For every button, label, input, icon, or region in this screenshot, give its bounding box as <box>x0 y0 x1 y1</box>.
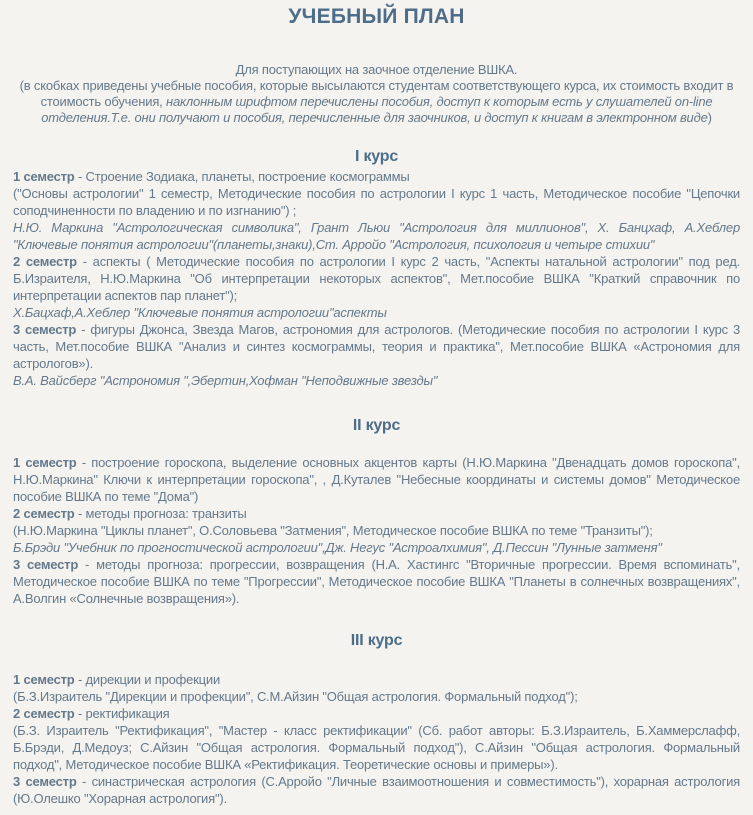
topic-text: - методы прогноза: прогрессии, возвращения (Н.А. Хастингс "Вторичные прогрессии. Время вспоминать", Методическое пособие ВШКА по теме "Прогрессии", Методическое пособие ВШКА "Планеты в солнечных возвращениях", А.Волгин «Солнечные возвращения»). <box>13 557 740 606</box>
course-1-semester-1-online-books: Н.Ю. Маркина "Астрологическая символика", Грант Льюи "Астрология для миллионов", Х. Банцхаф, А.Хеблер "Ключевые понятия астрологии"(планеты,знаки),Ст. Арройо "Астрология, психология и четыре стихии" <box>13 220 740 252</box>
course-1-semester-2-topic <box>13 253 740 304</box>
intro-note-close: ) <box>707 110 712 125</box>
intro-block <box>13 62 740 126</box>
course-3-semester-1-topic <box>13 671 740 688</box>
topic-text: - построение гороскопа, выделение основных акцентов карты (Н.Ю.Маркина "Двенадцать домов гороскопа", Н.Ю.Маркина" Ключи к интерпретации гороскопа", , Д.Куталев "Небесные координаты и системы домов" Методическое пособие ВШКА по теме "Дома") <box>13 455 740 504</box>
course-1-section <box>13 148 740 389</box>
course-3-heading: III курс <box>350 632 403 649</box>
course-1-semester-3-topic <box>13 321 740 372</box>
intro-note <box>13 78 740 126</box>
course-2-semester-2-topic <box>13 505 740 522</box>
semester-label: 2 семестр <box>13 506 75 521</box>
topic-text: - ректификация <box>74 706 170 721</box>
course-2-semester-2-materials: (Н.Ю.Маркина "Циклы планет", О.Соловьева "Затмения", Методическое пособие ВШКА по теме "Транзиты"); <box>13 523 653 538</box>
semester-label: 1 семестр <box>13 672 75 687</box>
topic-text: - методы прогноза: транзиты <box>74 506 247 521</box>
course-3-semester-1-materials: (Б.З.Израитель "Дирекции и профекции", С.М.Айзин "Общая астрология. Формальный подход"); <box>13 689 578 704</box>
topic-text: - синастрическая астрология (С.Арройо "Личные взаимоотношения и совместимость"), хорарная астрология (Ю.Олешко "Хорарная астрология"). <box>13 774 741 806</box>
topic-text: - фигуры Джонса, Звезда Магов, астрономия для астрологов. (Методические пособия по астрологии I курс 3 часть, Мет.пособие ВШКА "Анализ и синтез космограммы, теория и практика", Мет.пособие ВШКА «Астрономия для астрологов»). <box>13 322 740 371</box>
semester-label: 3 семестр <box>13 322 77 337</box>
intro-note-italic: наклонным шрифтом перечислены пособия, доступ к которым есть у слушателей on-line отделения.Т.е. они получают и пособия, перечисленные для заочников, и доступ к книгам в электронном виде <box>41 94 713 125</box>
topic-text: - дирекции и профекции <box>74 672 221 687</box>
intro-audience-line: Для поступающих на заочное отделение ВШКА. <box>235 62 518 77</box>
semester-label: 1 семестр <box>13 455 77 470</box>
semester-label: 1 семестр <box>13 169 75 184</box>
course-1-semester-2-online-books: Х.Бацхаф,А.Хеблер "Ключевые понятия астрологии"аспекты <box>13 305 387 320</box>
course-1-semester-3-online-books: В.А. Вайсберг "Астрономия ",Эбертин,Хофман "Неподвижные звезды" <box>13 373 438 388</box>
semester-label: 2 семестр <box>13 706 75 721</box>
intro-note-regular: (в скобках приведены учебные пособия, которые высылаются студентам соответствующего курса, их стоимость входит в стоимость обучения, <box>19 78 734 109</box>
course-2-heading: II курс <box>352 417 401 434</box>
course-2-semester-1-topic <box>13 454 740 505</box>
course-1-semester-1-materials: ("Основы астрологии" 1 семестр, Методические пособия по астрологии I курс 1 часть, Методическое пособие "Цепочки соподчиненности по владению и по изгнанию") ; <box>13 186 740 218</box>
course-3-section <box>13 632 740 807</box>
course-3-semester-3-topic <box>13 773 740 807</box>
course-1-semester-1-topic <box>13 168 740 185</box>
topic-text: - аспекты ( Методические пособия по астрологии I курс 2 часть, "Аспекты натальной астрологии" под ред. Б.Израителя, Н.Ю.Маркина "Об интерпретации некоторых аспектов", Мет.пособие ВШКА "Краткий справочник по интерпретации аспектов пар планет"); <box>13 254 740 303</box>
course-1-heading: I курс <box>354 148 399 165</box>
semester-label: 3 семестр <box>13 557 79 572</box>
course-3-semester-2-topic <box>13 705 740 722</box>
course-3-semester-2-materials: (Б.З. Израитель "Ректификация", "Мастер - класс ректификации" (Сб. работ авторы: Б.З.Израитель, Б.Хаммерслафф, Б.Брэди, Д.Медоуз; С.Айзин "Общая астрология. Формальный подход"), С.Айзин "Общая астрология. Формальный подход", Методическое пособие ВШКА «Ректификация. Теоретические основы и примеры»). <box>13 723 740 772</box>
page-title: УЧЕБНЫЙ ПЛАН <box>288 5 465 28</box>
semester-label: 2 семестр <box>13 254 77 269</box>
course-2-semester-3-topic <box>13 556 740 607</box>
topic-text: - Строение Зодиака, планеты, построение космограммы <box>74 169 410 184</box>
course-2-section <box>13 417 740 607</box>
course-2-semester-2-online-books: Б.Брэди "Учебник по прогностической астрологии",Дж. Негус "Астроалхимия", Д.Пессин "Лунные затменя" <box>13 540 662 555</box>
semester-label: 3 семестр <box>13 774 77 789</box>
